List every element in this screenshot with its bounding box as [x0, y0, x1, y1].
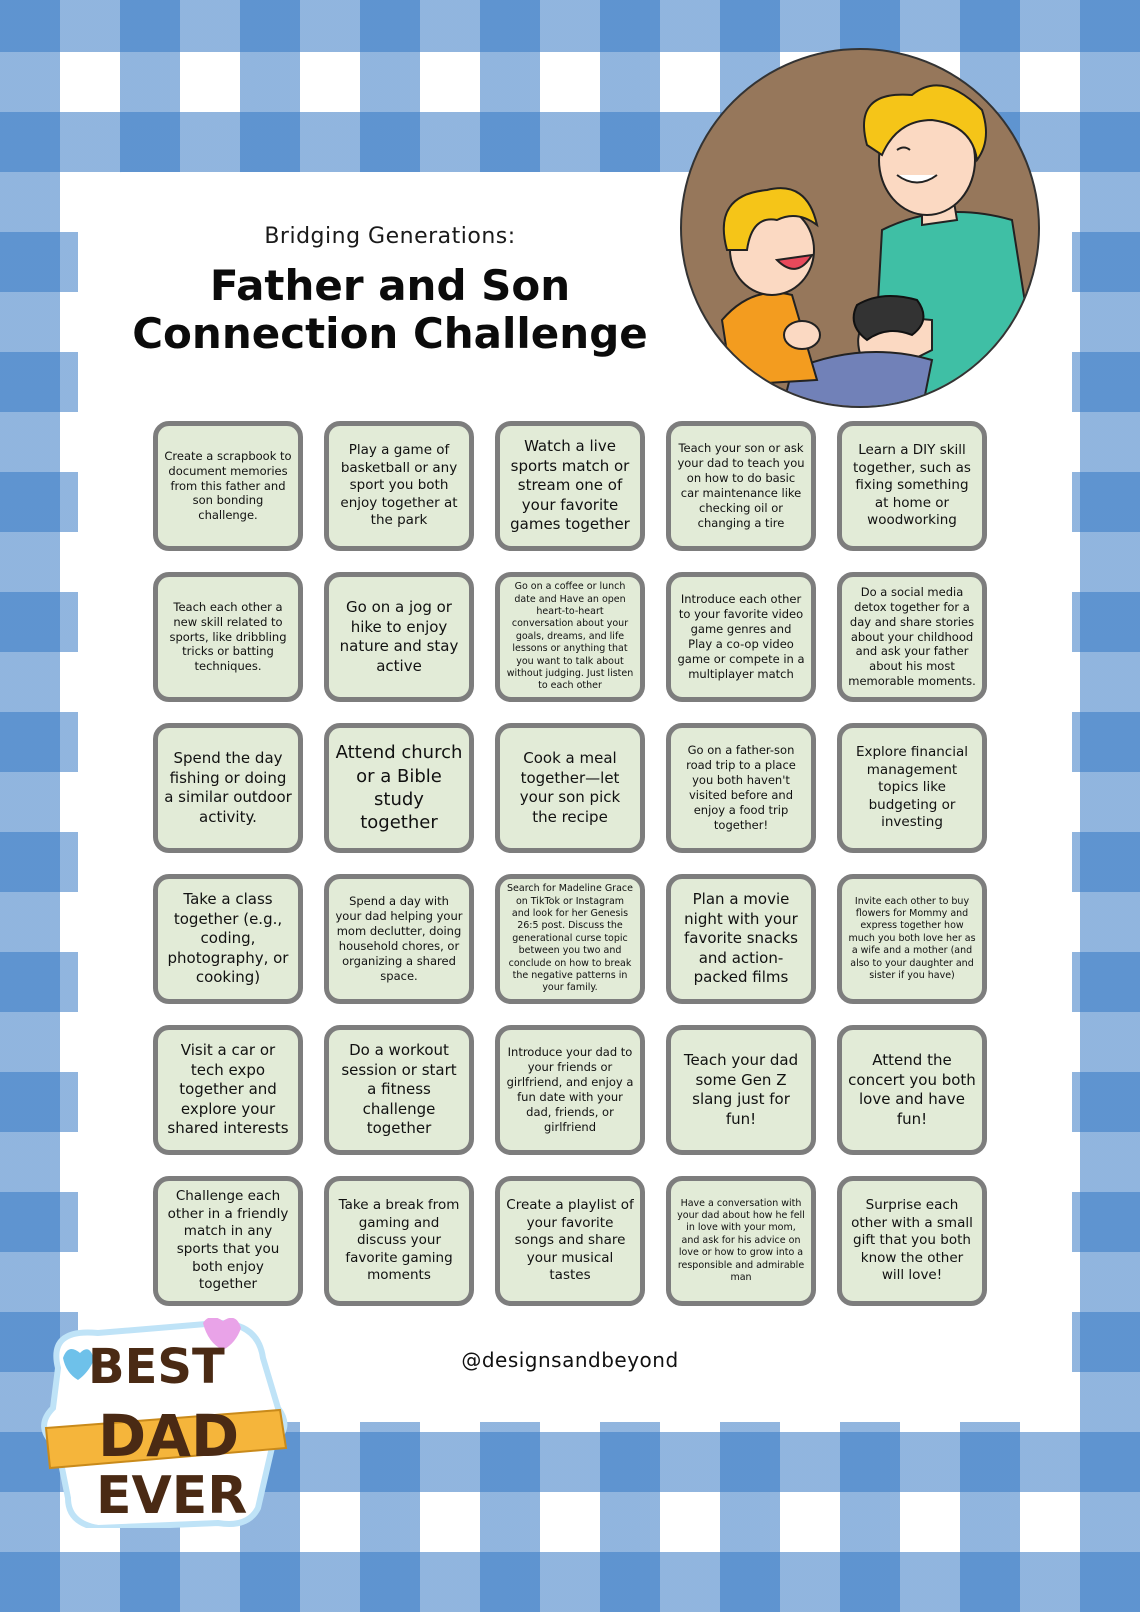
page-title — [110, 262, 670, 358]
challenge-card-text: Go on a jog or hike to enjoy nature and stay active — [339, 598, 459, 675]
challenge-card-text: Search for Madeline Grace on TikTok or Instagram and look for her Genesis 26:5 post. Discuss the generational curse topic between you two and conclude on how to break the negative patterns in your family. — [507, 883, 633, 994]
challenge-card-text: Invite each other to buy flowers for Mommy and express together how much you both love her as a wife and a mother (and also to your daughter and sister if you have) — [848, 895, 976, 981]
challenge-grid — [153, 421, 997, 1306]
challenge-card-text: Take a break from gaming and discuss your favorite gaming moments — [338, 1197, 460, 1284]
challenge-card-text: Do a social media detox together for a day and share stories about your childhood and ask your father about his most memorable moments. — [848, 584, 976, 689]
badge-line-best: BEST — [88, 1339, 225, 1395]
subtitle: Bridging Generations: — [264, 224, 516, 249]
challenge-card — [837, 1176, 987, 1306]
title-line-1: Father and Son — [209, 261, 571, 310]
challenge-card-text: Cook a meal together—let your son pick the recipe — [519, 749, 621, 826]
challenge-card — [666, 572, 816, 702]
social-handle: @designsandbeyond — [461, 1348, 679, 1372]
challenge-card — [153, 1176, 303, 1306]
challenge-card — [837, 723, 987, 853]
challenge-card-text: Go on a father-son road trip to a place you both haven't visited before and enjoy a food trip together! — [686, 743, 796, 832]
challenge-card — [837, 874, 987, 1004]
challenge-card-text: Play a game of basketball or any sport you both enjoy together at the park — [340, 442, 458, 529]
challenge-card — [495, 421, 645, 551]
challenge-card-text: Teach each other a new skill related to sports, like dribbling tricks or batting techniques. — [169, 599, 287, 674]
challenge-card-text: Learn a DIY skill together, such as fixing something at home or woodworking — [853, 442, 971, 529]
challenge-card — [666, 874, 816, 1004]
title-line-2: Connection Challenge — [132, 309, 648, 358]
challenge-card-text: Watch a live sports match or stream one of your favorite games together — [510, 437, 630, 534]
challenge-card — [324, 1176, 474, 1306]
challenge-card — [666, 421, 816, 551]
challenge-card-text: Spend the day fishing or doing a similar outdoor activity. — [164, 749, 292, 826]
challenge-card-text: Teach your son or ask your dad to teach you on how to do basic car maintenance like checking oil or changing a tire — [677, 441, 805, 530]
challenge-card — [495, 874, 645, 1004]
best-dad-ever-sticker — [28, 1318, 298, 1528]
challenge-card — [153, 1025, 303, 1155]
challenge-card-text: Create a scrapbook to document memories from this father and son bonding challenge. — [164, 448, 292, 523]
challenge-card-text: Have a conversation with your dad about how he fell in love with your mom, and ask for his advice on love or how to grow into a responsible and admirable man — [677, 1197, 805, 1283]
challenge-card — [153, 572, 303, 702]
father-son-illustration — [680, 48, 1040, 408]
challenge-card-text: Surprise each other with a small gift that you both know the other will love! — [851, 1197, 973, 1284]
challenge-card — [324, 723, 474, 853]
challenge-card — [495, 723, 645, 853]
challenge-card-text: Introduce each other to your favorite video game genres and Play a co-op video game or compete in a multiplayer match — [677, 592, 805, 681]
challenge-card-text: Plan a movie night with your favorite snacks and action-packed films — [683, 890, 798, 987]
challenge-card — [495, 1025, 645, 1155]
challenge-card-text: Introduce your dad to your friends or girlfriend, and enjoy a fun date with your dad, friends, or girlfriend — [506, 1045, 634, 1134]
challenge-card — [153, 421, 303, 551]
challenge-card — [666, 1176, 816, 1306]
challenge-card-text: Challenge each other in a friendly match in any sports that you both enjoy together — [167, 1188, 289, 1293]
badge-line-ever: EVER — [96, 1466, 248, 1526]
challenge-card-text: Take a class together (e.g., coding, photography, or cooking) — [167, 890, 289, 987]
father-son-gaming-illustration — [682, 50, 1038, 406]
badge-line-dad: DAD — [98, 1402, 240, 1470]
challenge-card — [837, 572, 987, 702]
challenge-card-text: Attend church or a Bible study together — [335, 742, 463, 834]
challenge-card — [153, 874, 303, 1004]
challenge-card — [666, 1025, 816, 1155]
challenge-card — [837, 1025, 987, 1155]
challenge-card — [324, 1025, 474, 1155]
challenge-card — [324, 572, 474, 702]
challenge-card — [495, 572, 645, 702]
challenge-card-text: Spend a day with your dad helping your mom declutter, doing household chores, or organizing a shared space. — [335, 894, 463, 983]
challenge-card — [666, 723, 816, 853]
challenge-card-text: Visit a car or tech expo together and explore your shared interests — [167, 1041, 289, 1138]
challenge-card-text: Teach your dad some Gen Z slang just for fun! — [683, 1051, 799, 1128]
challenge-card-text: Create a playlist of your favorite songs and share your musical tastes — [506, 1197, 634, 1284]
challenge-card-text: Attend the concert you both love and have fun! — [848, 1051, 976, 1128]
challenge-card-text: Go on a coffee or lunch date and Have an open heart-to-heart conversation about your goals, dreams, and life lessons or anything that you want to talk about without judging. Just listen to each other — [506, 581, 634, 692]
challenge-card-text: Do a workout session or start a fitness challenge together — [341, 1041, 457, 1138]
challenge-card — [495, 1176, 645, 1306]
challenge-card — [324, 874, 474, 1004]
challenge-card — [837, 421, 987, 551]
challenge-card — [324, 421, 474, 551]
challenge-card — [153, 723, 303, 853]
challenge-card-text: Explore financial management topics like budgeting or investing — [855, 744, 969, 831]
